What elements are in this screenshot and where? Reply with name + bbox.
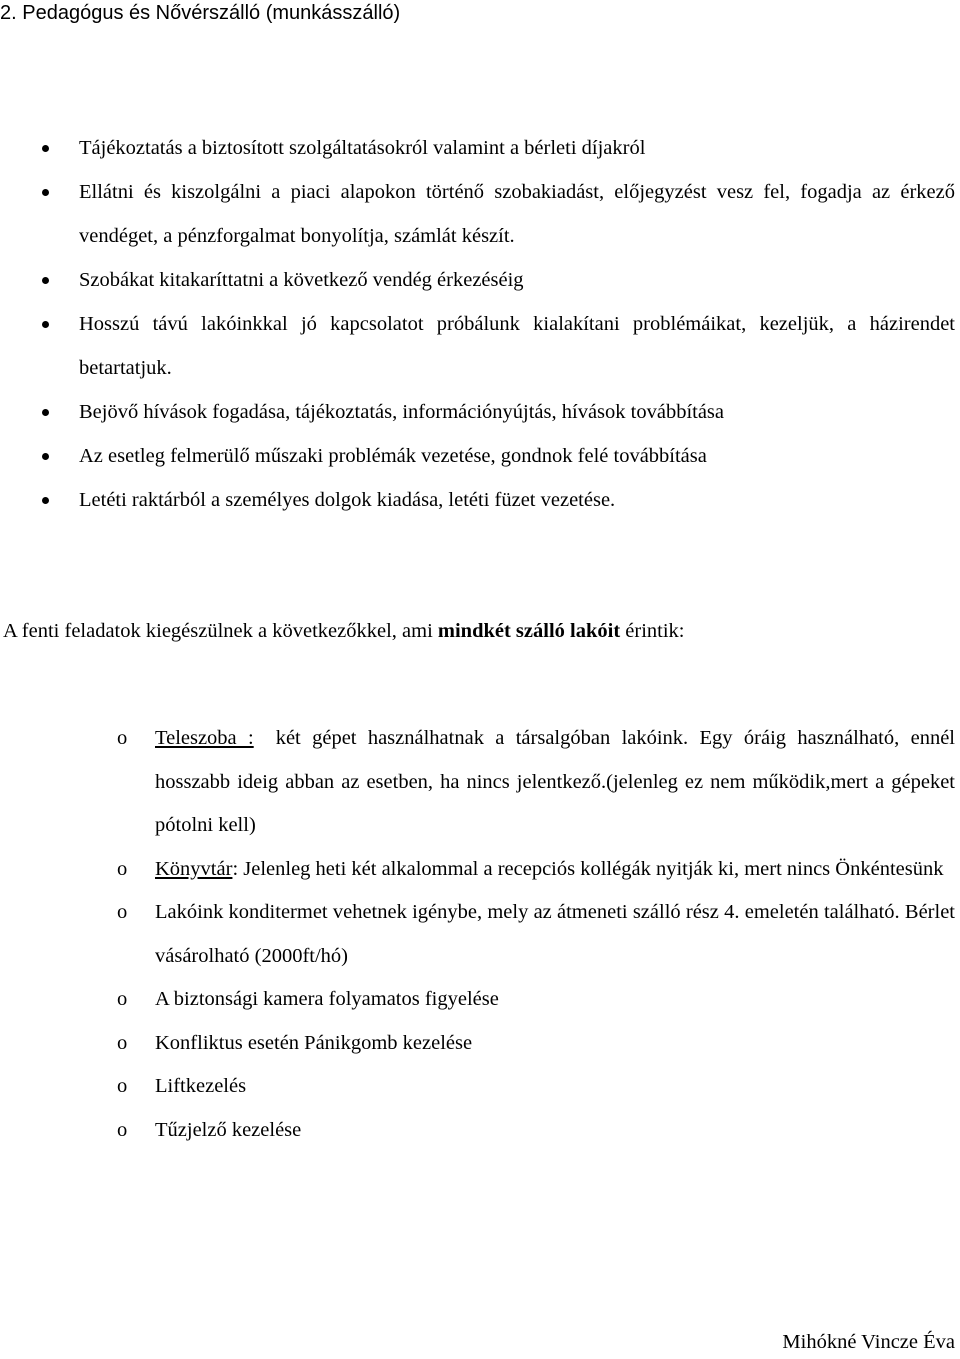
circle-marker-icon: o [117, 988, 128, 1010]
intro-text-before: A fenti feladatok kiegészülnek a következőkkel, ami [3, 619, 438, 642]
list-item-konyvtar [0, 848, 955, 892]
list-item-kamera [0, 978, 955, 1022]
circle-marker-icon: o [117, 1031, 128, 1054]
bullet-item [0, 478, 955, 522]
list-item-kondi [0, 891, 955, 978]
bullet-dot-icon [42, 189, 49, 196]
shared-services-list [0, 717, 955, 1152]
konyvtar-label: Könyvtár [155, 857, 233, 880]
bullet-dot-icon [42, 453, 49, 460]
circle-marker-icon: o [117, 857, 128, 880]
lift-text: Liftkezelés [155, 1075, 247, 1097]
tuz-text: Tűzjelző kezelése [155, 1118, 302, 1141]
author-signature: Mihókné Vincze Éva [782, 1331, 955, 1353]
bullet-item [0, 170, 955, 258]
intro-paragraph [3, 609, 685, 653]
task-bullet-list [0, 126, 955, 522]
bullet-dot-icon [42, 277, 49, 284]
list-item-tuz [0, 1109, 955, 1153]
bullet-dot-icon [42, 497, 49, 504]
bullet-text: Letéti raktárból a személyes dolgok kiadása, letéti füzet vezetése. [79, 489, 616, 511]
bullet-item [0, 126, 955, 170]
bullet-text: Hosszú távú lakóinkkal jó kapcsolatot próbálunk kialakítani problémáikat, kezeljük, a házirendet betartatjuk. [79, 313, 955, 379]
bullet-text: Az esetleg felmerülő műszaki problémák vezetése, gondnok felé továbbítása [79, 445, 707, 467]
bullet-text: Tájékoztatás a biztosított szolgáltatásokról valamint a bérleti díjakról [79, 137, 646, 159]
teleszoba-text: két gépet használhatnak a társalgóban lakóink. Egy óráig használható, ennél hosszabb ideig abban az esetben, ha nincs jelentkező.(jelenleg ez nem működik,mert a gépeket pótolni kell) [155, 727, 955, 836]
bullet-text: Bejövő hívások fogadása, tájékoztatás, információnyújtás, hívások továbbítása [79, 401, 725, 423]
list-item-lift [0, 1065, 955, 1109]
list-item-panik [0, 1022, 955, 1066]
kondi-text: Lakóink konditermet vehetnek igénybe, mely az átmeneti szálló rész 4. emeletén található. Bérlet vásárolható (2000ft/hó) [155, 901, 955, 967]
bullet-dot-icon [42, 409, 49, 416]
kamera-text: A biztonsági kamera folyamatos figyelése [155, 988, 499, 1010]
intro-text-bold: mindkét szálló lakóit [437, 619, 621, 642]
panik-text: Konfliktus esetén Pánikgomb kezelése [155, 1031, 473, 1054]
teleszoba-label: Teleszoba : [155, 727, 254, 749]
section-heading: 2. Pedagógus és Nővérszálló (munkásszálló) [0, 2, 401, 24]
circle-marker-icon: o [117, 901, 128, 923]
konyvtar-text: : Jelenleg heti két alkalommal a recepciós kollégák nyitják ki, mert nincs Önkéntesünk [232, 857, 944, 880]
bullet-item [0, 302, 955, 390]
bullet-dot-icon [42, 321, 49, 328]
bullet-text: Szobákat kitakaríttatni a következő vendég érkezéséig [79, 269, 524, 291]
intro-text-after: érintik: [620, 619, 685, 642]
circle-marker-icon: o [117, 1075, 128, 1097]
bullet-item [0, 258, 955, 302]
circle-marker-icon: o [117, 1118, 128, 1141]
bullet-dot-icon [42, 145, 49, 152]
list-item-teleszoba [0, 717, 955, 848]
circle-marker-icon: o [117, 727, 128, 749]
bullet-item [0, 434, 955, 478]
bullet-item [0, 390, 955, 434]
bullet-text: Ellátni és kiszolgálni a piaci alapokon történő szobakiadást, előjegyzést vesz fel, fogadja az érkező vendéget, a pénzforgalmat bonyolítja, számlát készít. [79, 181, 955, 247]
